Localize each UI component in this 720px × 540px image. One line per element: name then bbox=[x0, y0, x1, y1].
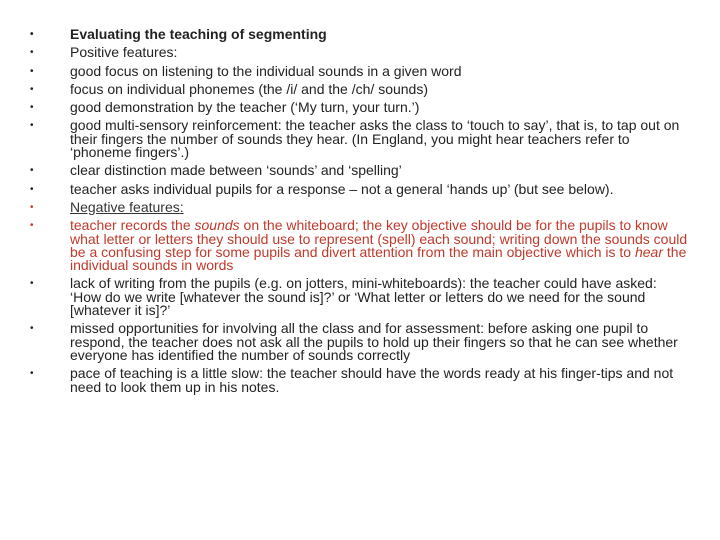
positive-item: • focus on individual phonemes (the /i/ and the /ch/ sounds) bbox=[30, 83, 690, 96]
positive-item: • good multi-sensory reinforcement: the teacher asks the class to ‘touch to say’, that is, to tap out on their fingers the number of sounds they hear. (In England, you might hear teachers refer to ‘phoneme fingers’.) bbox=[30, 119, 690, 159]
positive-item: • good focus on listening to the individual sounds in a given word bbox=[30, 65, 690, 78]
negative-item: • lack of writing from the pupils (e.g. on jotters, mini-whiteboards): the teacher could have asked: ‘How do we write [whatever the sound is]?’ or ‘What letter or letters do we need for the sound [whatever it is]?’ bbox=[30, 277, 690, 317]
negative-item-text: the individual sounds in words bbox=[70, 243, 687, 274]
positive-item: • teacher asks individual pupils for a response – not a general ‘hands up’ (but see below). bbox=[30, 183, 690, 196]
positive-heading: • Positive features: bbox=[30, 46, 690, 59]
negative-item-text: teacher records the bbox=[70, 217, 195, 234]
slide-title: • Evaluating the teaching of segmenting bbox=[30, 28, 690, 41]
positive-item: • good demonstration by the teacher (‘My turn, your turn.’) bbox=[30, 101, 690, 114]
negative-item-text: on the whiteboard; the key objective should be for the pupils to know what letter or letters they should use to represent (spell) each sound; writing down the sounds could be a confusing step for some pupils and divert attention from the main objective which is to bbox=[70, 217, 688, 260]
emphasis-hear: hear bbox=[634, 243, 664, 260]
negative-heading-colon: : bbox=[179, 198, 184, 215]
negative-heading-text: Negative features bbox=[70, 198, 180, 215]
negative-item-highlighted bbox=[30, 219, 690, 272]
positive-item: • clear distinction made between ‘sounds’ and ‘spelling’ bbox=[30, 164, 690, 177]
emphasis-sounds: sounds bbox=[194, 217, 240, 234]
negative-heading bbox=[30, 198, 690, 215]
negative-item: • pace of teaching is a little slow: the teacher should have the words ready at his finger-tips and not need to look them up in his notes. bbox=[30, 367, 690, 394]
bullet-list bbox=[30, 28, 690, 399]
negative-item: • missed opportunities for involving all the class and for assessment: before asking one pupil to respond, the teacher does not ask all the pupils to hold up their fingers so that he can see whether everyone has identified the number of sounds correctly bbox=[30, 322, 690, 362]
